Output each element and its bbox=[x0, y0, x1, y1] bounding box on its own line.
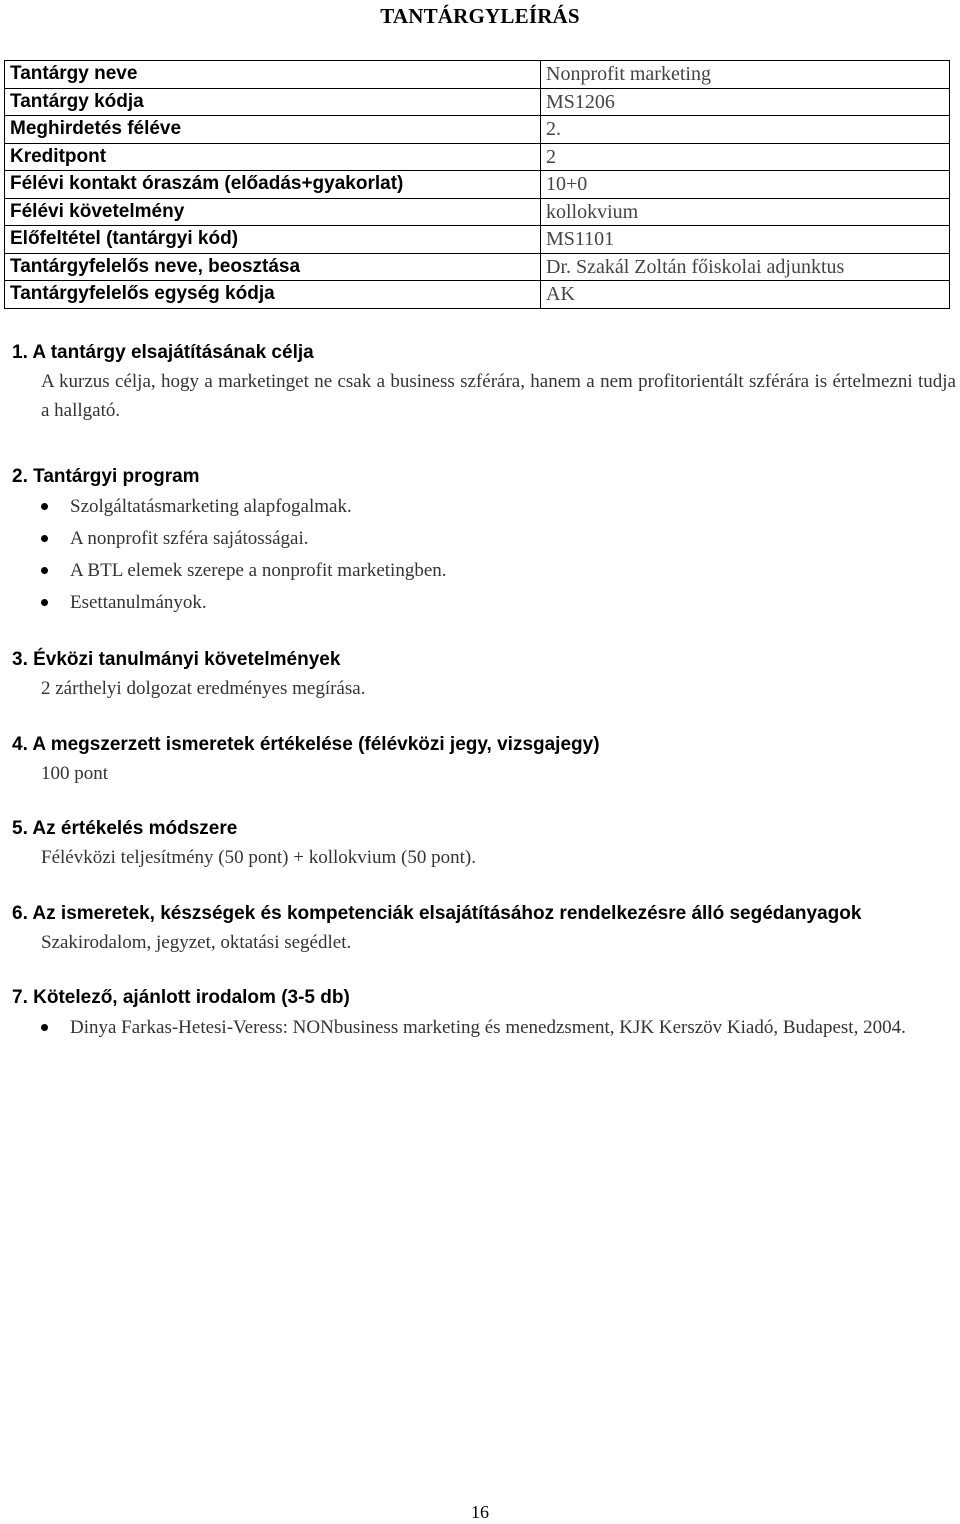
row-value: kollokvium bbox=[541, 198, 950, 226]
page-number: 16 bbox=[471, 1502, 489, 1522]
row-value: MS1206 bbox=[541, 88, 950, 116]
row-label: Előfeltétel (tantárgyi kód) bbox=[5, 226, 541, 254]
bullet-icon bbox=[41, 599, 48, 606]
list-item bbox=[12, 491, 956, 523]
list-item-text: A BTL elemek szerepe a nonprofit marketingben. bbox=[70, 560, 447, 581]
table-row bbox=[5, 171, 950, 199]
section-body: Szakirodalom, jegyzet, oktatási segédlet. bbox=[41, 932, 352, 953]
section-assessment bbox=[12, 731, 956, 788]
section-title: 1. A tantárgy elsajátításának célja bbox=[12, 342, 314, 363]
bullet-icon bbox=[41, 567, 48, 574]
table-row bbox=[5, 61, 950, 89]
row-label: Meghirdetés féléve bbox=[5, 116, 541, 144]
course-info-table bbox=[4, 60, 950, 309]
row-label: Tantárgy neve bbox=[5, 61, 541, 89]
section-body: 100 pont bbox=[41, 763, 109, 784]
section-body: A kurzus célja, hogy a marketinget ne csak a business szférára, hanem a nem profitorientált szférára is értelmezni tudja a hallgató. bbox=[41, 371, 956, 421]
table-row bbox=[5, 253, 950, 281]
section-objective bbox=[12, 339, 956, 425]
row-value: 10+0 bbox=[541, 171, 950, 199]
section-title: 4. A megszerzett ismeretek értékelése (félévközi jegy, vizsgajegy) bbox=[12, 734, 600, 755]
row-value: Nonprofit marketing bbox=[541, 61, 950, 89]
table-row bbox=[5, 226, 950, 254]
list-item bbox=[12, 555, 956, 587]
program-list bbox=[12, 491, 956, 619]
list-item bbox=[12, 587, 956, 619]
row-label: Félévi követelmény bbox=[5, 198, 541, 226]
row-label: Tantárgy kódja bbox=[5, 88, 541, 116]
table-row bbox=[5, 281, 950, 309]
bullet-icon bbox=[41, 503, 48, 510]
table-row bbox=[5, 88, 950, 116]
section-title: 2. Tantárgyi program bbox=[12, 466, 200, 487]
page-title: TANTÁRGYLEÍRÁS bbox=[380, 4, 580, 28]
row-value: 2. bbox=[541, 116, 950, 144]
list-item-text: Dinya Farkas-Hetesi-Veress: NONbusiness marketing és menedzsment, KJK Kerszöv Kiadó, Budapest, 2004. bbox=[70, 1017, 906, 1038]
list-item-text: Szolgáltatásmarketing alapfogalmak. bbox=[70, 496, 352, 517]
section-body: 2 zárthelyi dolgozat eredményes megírása. bbox=[41, 678, 366, 699]
table-row bbox=[5, 198, 950, 226]
section-requirements bbox=[12, 646, 956, 703]
section-body: Félévközi teljesítmény (50 pont) + kollokvium (50 pont). bbox=[41, 847, 476, 868]
row-label: Kreditpont bbox=[5, 143, 541, 171]
row-label: Tantárgyfelelős egység kódja bbox=[5, 281, 541, 309]
row-value: 2 bbox=[541, 143, 950, 171]
section-title: 7. Kötelező, ajánlott irodalom (3-5 db) bbox=[12, 987, 350, 1008]
row-label: Tantárgyfelelős neve, beosztása bbox=[5, 253, 541, 281]
section-method bbox=[12, 815, 956, 872]
section-materials bbox=[12, 900, 956, 957]
row-value: AK bbox=[541, 281, 950, 309]
list-item bbox=[12, 523, 956, 555]
list-item bbox=[12, 1012, 956, 1044]
table-row bbox=[5, 143, 950, 171]
row-value: MS1101 bbox=[541, 226, 950, 254]
bullet-icon bbox=[41, 535, 48, 542]
list-item-text: A nonprofit szféra sajátosságai. bbox=[70, 528, 309, 549]
section-title: 5. Az értékelés módszere bbox=[12, 818, 238, 839]
row-value: Dr. Szakál Zoltán főiskolai adjunktus bbox=[541, 253, 950, 281]
section-title: 6. Az ismeretek, készségek és kompetenciák elsajátításához rendelkezésre álló segédanyagok bbox=[12, 903, 862, 924]
section-literature bbox=[12, 984, 956, 1044]
section-title: 3. Évközi tanulmányi követelmények bbox=[12, 649, 341, 670]
table-row bbox=[5, 116, 950, 144]
section-program bbox=[12, 463, 956, 619]
bullet-icon bbox=[41, 1024, 48, 1031]
list-item-text: Esettanulmányok. bbox=[70, 592, 207, 613]
row-label: Félévi kontakt óraszám (előadás+gyakorlat) bbox=[5, 171, 541, 199]
literature-list bbox=[12, 1012, 956, 1044]
